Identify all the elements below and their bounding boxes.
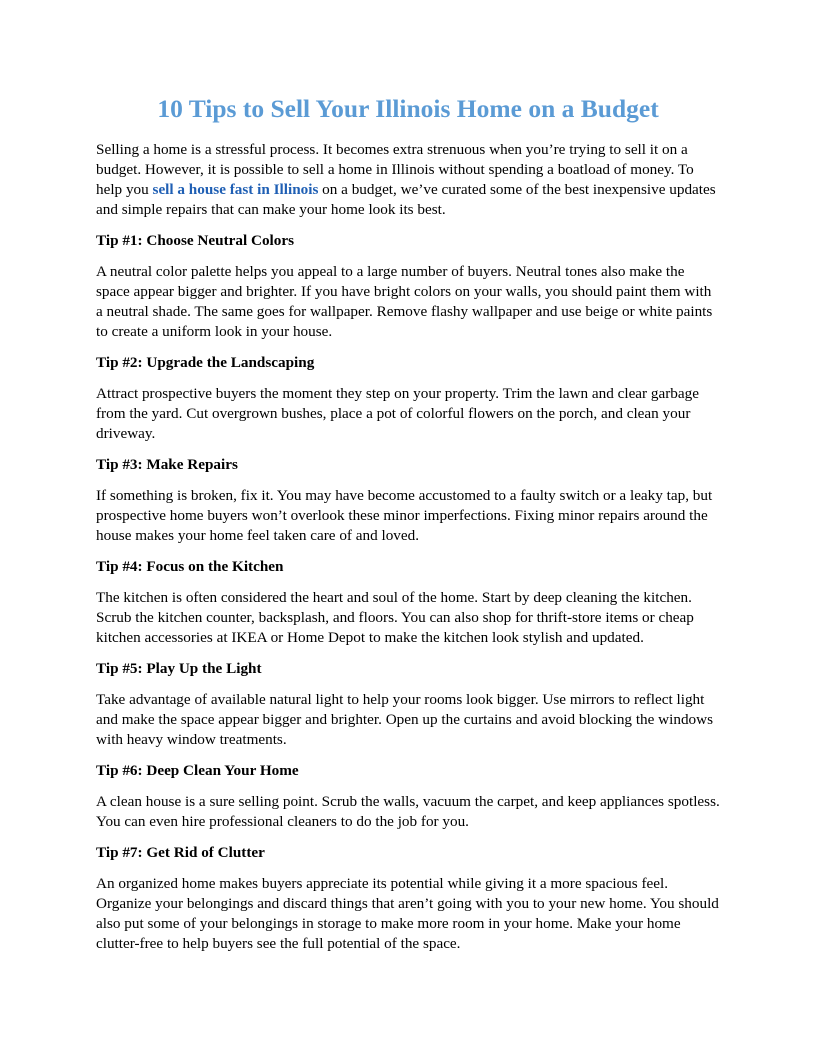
tip-5-heading: Tip #5: Play Up the Light (96, 660, 262, 677)
document-title: 10 Tips to Sell Your Illinois Home on a Budget (157, 94, 659, 123)
tip-4-body: The kitchen is often considered the heart and soul of the home. Start by deep cleaning the kitchen. Scrub the kitchen counter, backsplash, and floors. You can also shop for thrift-store items or cheap kitchen accessories at IKEA or Home Depot to make the kitchen look stylish and updated. (96, 589, 694, 646)
tip-3-heading: Tip #3: Make Repairs (96, 456, 238, 473)
tip-1-heading: Tip #1: Choose Neutral Colors (96, 232, 295, 249)
tip-2-heading: Tip #2: Upgrade the Landscaping (96, 354, 315, 371)
intro-text-after-link: on a budget, we’ve curated some of the best inexpensive updates and simple repairs that can make your home look its best. (96, 181, 716, 218)
tip-6-body: A clean house is a sure selling point. Scrub the walls, vacuum the carpet, and keep appliances spotless. You can even hire professional cleaners to do the job for you. (96, 793, 720, 830)
sell-house-fast-link[interactable]: sell a house fast in Illinois (152, 181, 319, 198)
intro-paragraph (96, 140, 720, 220)
tip-2-body: Attract prospective buyers the moment they step on your property. Trim the lawn and clear garbage from the yard. Cut overgrown bushes, place a pot of colorful flowers on the porch, and clean your driveway. (96, 385, 699, 442)
tip-1-body: A neutral color palette helps you appeal to a large number of buyers. Neutral tones also make the space appear bigger and brighter. If you have bright colors on your walls, you should paint them with a neutral shade. The same goes for wallpaper. Remove flashy wallpaper and use beige or white paints to create a uniform look in your house. (96, 263, 713, 340)
tip-7-body: An organized home makes buyers appreciate its potential while giving it a more spacious feel. Organize your belongings and discard things that aren’t going with you to your new home. You should also put some of your belongings in storage to make more room in your home. Make your home clutter-free to help buyers see the full potential of the space. (96, 875, 719, 952)
tip-6-heading: Tip #6: Deep Clean Your Home (96, 762, 299, 779)
tip-7-heading: Tip #7: Get Rid of Clutter (96, 844, 265, 861)
tip-3-body: If something is broken, fix it. You may have become accustomed to a faulty switch or a leaky tap, but prospective home buyers won’t overlook these minor imperfections. Fixing minor repairs around the house makes your home feel taken care of and loved. (96, 487, 713, 544)
tip-5-body: Take advantage of available natural light to help your rooms look bigger. Use mirrors to reflect light and make the space appear bigger and brighter. Open up the curtains and avoid blocking the windows with heavy window treatments. (96, 691, 714, 748)
intro-text-before-link: Selling a home is a stressful process. It becomes extra strenuous when you’re trying to sell it on a budget. However, it is possible to sell a home in Illinois without spending a boatload of money. To help you (96, 141, 694, 198)
tip-4-heading: Tip #4: Focus on the Kitchen (96, 558, 284, 575)
